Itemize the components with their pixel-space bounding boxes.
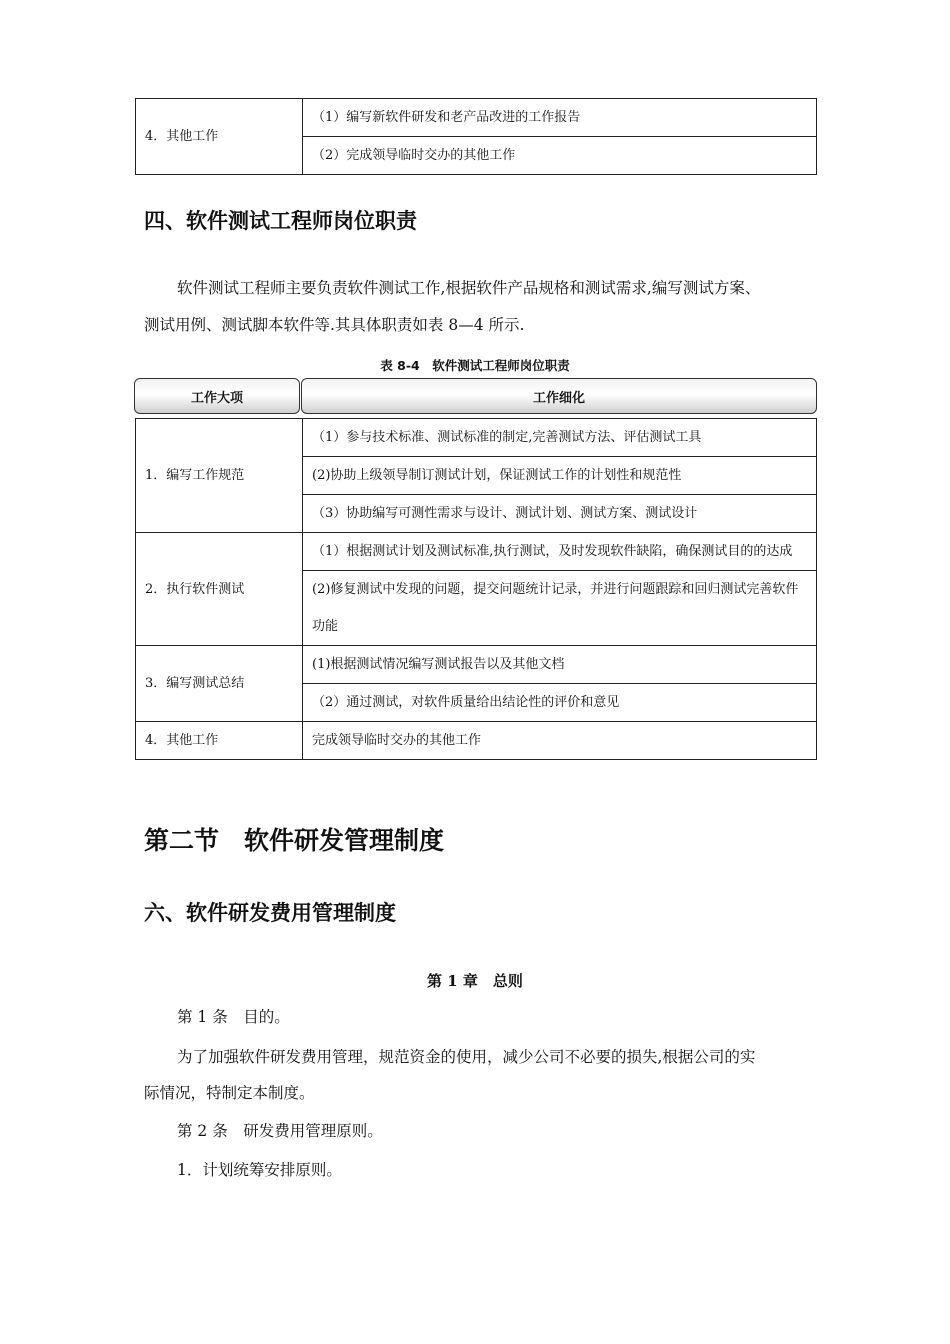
table-detail-cell: （1）参与技术标准、测试标准的制定,完善测试方法、评估测试工具	[303, 419, 817, 457]
table-detail-cell: (2)修复测试中发现的问题，提交问题统计记录，并进行问题跟踪和回归测试完善软件功能	[303, 571, 817, 646]
section6-para-line1: 为了加强软件研发费用管理，规范资金的使用，减少公司不必要的损失,根据公司的实	[177, 1048, 756, 1066]
section4-para-line1: 软件测试工程师主要负责软件测试工作,根据软件产品规格和测试需求,编写测试方案、	[177, 279, 761, 297]
table-category-cell: 4．其他工作	[136, 722, 303, 760]
table-category-cell: 1．编写工作规范	[136, 419, 303, 533]
table-row	[136, 722, 817, 760]
table-detail-cell: 完成领导临时交办的其他工作	[303, 722, 817, 760]
section-two-heading: 第二节 软件研发管理制度	[144, 826, 445, 855]
table-caption: 表 8-4 软件测试工程师岗位职责	[380, 358, 570, 373]
section6-para-line2: 际情况，特制定本制度。	[144, 1084, 315, 1102]
section6-heading: 六、软件研发费用管理制度	[144, 901, 396, 925]
principle-item1: 1．计划统筹安排原则。	[177, 1161, 342, 1179]
table-detail-cell: （1）根据测试计划及测试标准,执行测试，及时发现软件缺陷，确保测试目的的达成	[303, 533, 817, 571]
table-header-col2: 工作细化	[301, 378, 817, 414]
table-detail-cell: (2)协助上级领导制订测试计划，保证测试工作的计划性和规范性	[303, 457, 817, 495]
table-row	[136, 646, 817, 684]
article1: 第 1 条 目的。	[177, 1008, 290, 1026]
table-detail-cell: （2）通过测试，对软件质量给出结论性的评价和意见	[303, 684, 817, 722]
table-header-col1: 工作大项	[134, 378, 300, 414]
section4-para-line2: 测试用例、测试脚本软件等.其具体职责如表 8—4 所示.	[144, 316, 525, 334]
table-row	[136, 533, 817, 571]
table-row	[136, 419, 817, 457]
article2: 第 2 条 研发费用管理原则。	[177, 1122, 383, 1140]
table-detail-cell: （2）完成领导临时交办的其他工作	[303, 137, 817, 175]
table-detail-cell: （3）协助编写可测性需求与设计、测试计划、测试方案、测试设计	[303, 495, 817, 533]
table-detail-cell: (1)根据测试情况编写测试报告以及其他文档	[303, 646, 817, 684]
table-detail-cell: （1）编写新软件研发和老产品改进的工作报告	[303, 99, 817, 137]
table-category-cell: 3．编写测试总结	[136, 646, 303, 722]
chapter-title: 第 1 章 总则	[427, 972, 523, 990]
section4-heading: 四、软件测试工程师岗位职责	[144, 209, 417, 233]
responsibility-table	[135, 418, 817, 760]
table-row	[136, 99, 817, 137]
top-table	[135, 98, 817, 175]
table-category-cell: 2．执行软件测试	[136, 533, 303, 646]
table-category-cell: 4．其他工作	[136, 99, 303, 175]
